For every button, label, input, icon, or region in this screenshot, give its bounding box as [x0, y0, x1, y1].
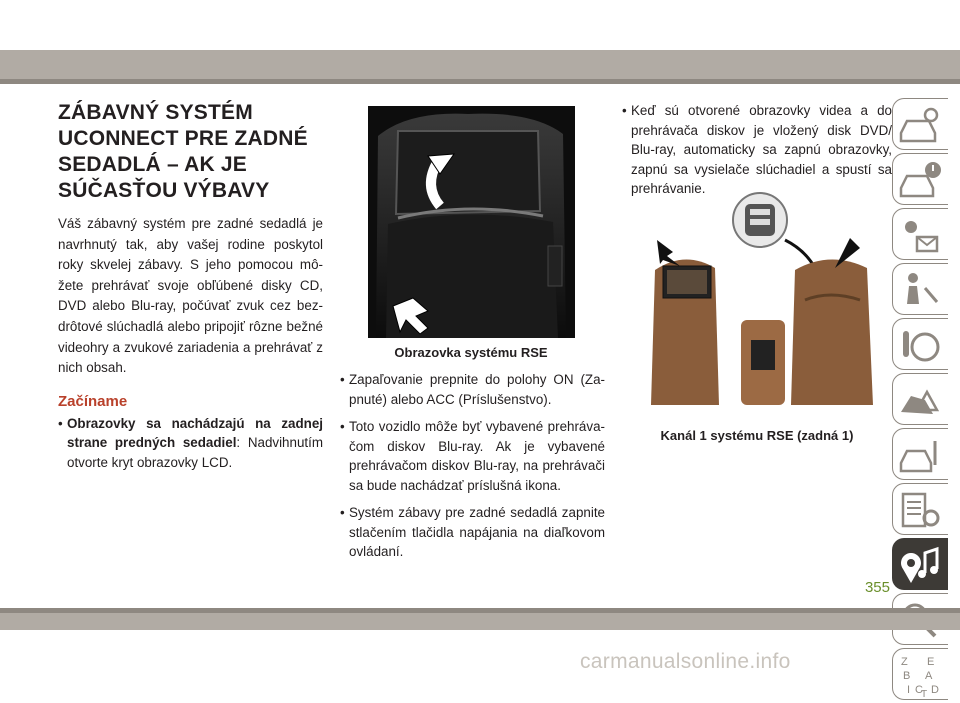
left-bullets — [58, 414, 323, 473]
tab-multimedia[interactable] — [892, 538, 948, 590]
bullet-screens-rest: : Nadvihnutím otvorte kryt obrazovky LCD. — [67, 435, 323, 470]
index-letter-b: B — [903, 670, 911, 682]
index-letter-t: T — [921, 689, 928, 697]
index-letter-d: D — [931, 684, 939, 696]
left-column — [58, 100, 323, 480]
tab-checklist[interactable] — [892, 483, 948, 535]
bullet-screens — [58, 414, 323, 473]
tab-seat-airbag[interactable] — [892, 263, 948, 315]
top-band-stripe — [0, 79, 960, 84]
steering-wheel-icon — [897, 323, 943, 367]
car-warning-icon — [897, 158, 943, 202]
car-hazard-icon — [897, 378, 943, 422]
figure1-caption: Obrazovka systému RSE — [394, 345, 548, 360]
top-band — [0, 50, 960, 84]
intro-paragraph: Váš zábavný systém pre zadné sedadlá je navrhnutý tak, aby vašej rodine poskytol roky skvelej zábavy. S jeho pomocou môžete prehrávať svoje obľúbené disky CD, DVD alebo Blu-ray, počúvať zvuk cez bezdrôtové slúchadlá alebo pripojiť rôzne bežné videohry a zvukové zariadenia a prehrávať z nich obsah. — [58, 216, 323, 376]
bullet-autoplay: • Keď sú otvorené obrazovky videa a do prehrávača diskov je vložený disk DVD/ Blu-ray, automaticky sa zapnú obrazovky, zapnú sa vysielače slúchadiel a spustí sa prehrávanie. — [622, 101, 892, 199]
rse-screen-illustration — [368, 106, 575, 338]
tab-car-warning[interactable] — [892, 153, 948, 205]
figure2-caption: Kanál 1 systému RSE (zadná 1) — [660, 428, 854, 443]
tab-index[interactable] — [892, 648, 948, 700]
car-service-icon — [897, 433, 943, 477]
bullet-ignition: • Zapaľovanie prepnite do polohy ON (Zapnuté) alebo ACC (Príslušenstvo). — [340, 370, 605, 409]
bullet-power: • Systém zábavy pre zadné sedadlá zapnite stlačením tlačidla napájania na diaľkovom ovládaní. — [340, 503, 605, 562]
index-letter-a: A — [925, 670, 933, 682]
rse-channel-illustration — [645, 190, 885, 422]
tab-car-key[interactable] — [892, 98, 948, 150]
index-letter-z: Z — [901, 656, 908, 668]
subheading: Začíname — [58, 392, 128, 410]
index-letter-i: I — [907, 684, 911, 696]
page-number: 355 — [864, 579, 890, 596]
index-letter-e: E — [927, 656, 935, 668]
middle-bullets — [340, 370, 605, 562]
middle-column — [340, 370, 605, 570]
seat-airbag-icon — [897, 268, 943, 312]
checklist-gear-icon — [897, 488, 943, 532]
watermark: carmanualsonline.info — [580, 650, 791, 673]
index-letters-icon — [897, 653, 943, 697]
tab-car-hazard[interactable] — [892, 373, 948, 425]
bottom-band-stripe — [0, 608, 960, 613]
section-title: ZÁBAVNÝ SYSTÉM UCONNECT PRE ZADNÉ SEDADLÁ – AK JE SÚČASŤOU VÝBAVY — [58, 101, 308, 202]
rse-screen-photo — [368, 106, 575, 338]
bullet-screens-bold: Obrazovky sa nachádzajú na zadnej strane predných sedadiel — [67, 415, 323, 451]
bottom-band — [0, 608, 960, 630]
car-key-icon — [897, 103, 943, 147]
right-bullets — [622, 101, 892, 199]
multimedia-icon — [897, 543, 943, 587]
rse-seats-drawing — [645, 190, 885, 422]
index-letter-c: C — [915, 684, 923, 696]
bullet-bluray: • Toto vozidlo môže byť vybavené prehrávačom diskov Blu-ray. Ak je vybavené prehrávačom diskov Blu-ray, na prehrávači sa bude nachádzať príslušná ikona. — [340, 417, 605, 495]
tab-warning-lights[interactable] — [892, 208, 948, 260]
tab-steering[interactable] — [892, 318, 948, 370]
warning-lights-message-icon — [897, 213, 943, 257]
tab-car-service[interactable] — [892, 428, 948, 480]
